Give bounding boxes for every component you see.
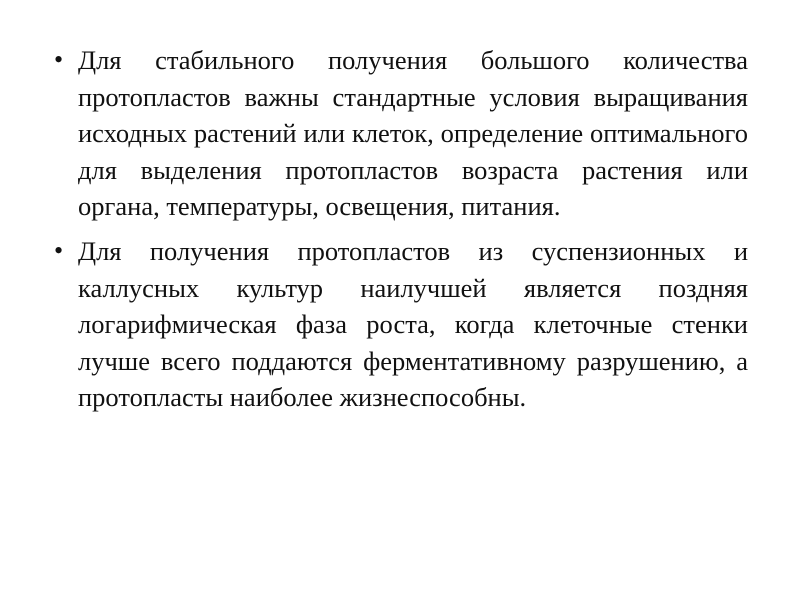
bullet-text: Для получения протопластов из суспензионных и каллусных культур наилучшей является поздняя логарифмическая фаза роста, когда клеточные стенки лучше всего поддаются ферментативному разрушению, а протопласты наиболее жизнеспособны. — [78, 235, 748, 413]
bullet-list — [54, 42, 748, 424]
bullet-icon: • — [54, 235, 64, 265]
bullet-text: Для стабильного получения большого количества протопластов важны стандартные условия выращивания исходных растений или клеток, определение оптимального для выделения протопластов возраста растения или органа, температуры, освещения, питания. — [78, 45, 748, 222]
bullet-item — [54, 42, 748, 225]
bullet-icon: • — [54, 45, 64, 74]
bullet-item — [54, 233, 748, 416]
